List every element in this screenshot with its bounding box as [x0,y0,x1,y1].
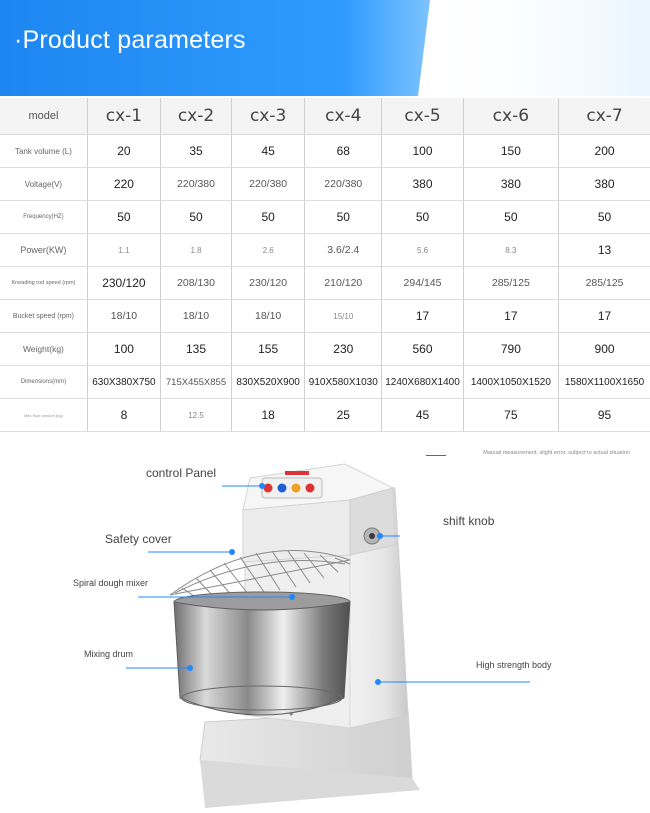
table-cell: 75 [463,399,558,432]
table-cell: 155 [232,333,305,366]
table-cell: 18/10 [160,300,231,333]
table-cell: 50 [305,201,382,234]
table-row [0,399,650,432]
table-cell: 3.6/2.4 [305,234,382,267]
row-label-frequency: Frequency(HZ) [0,201,87,234]
dough-mixer-illustration [0,460,650,813]
table-header-row [0,98,650,135]
table-cell: 50 [559,201,650,234]
table-cell: 830X520X900 [232,366,305,399]
label-shift-knob: shift knob [443,514,495,528]
measurement-note: Manual measurement, slight error, subject to actual situation [483,450,630,456]
table-cell: 8 [87,399,160,432]
table-cell: 8.3 [463,234,558,267]
table-cell: 200 [559,135,650,168]
machine-head [243,464,395,562]
table-cell: 100 [382,135,463,168]
table-row [0,267,650,300]
model-cx-7: cx-7 [559,98,650,135]
table-row [0,135,650,168]
note-divider [426,455,446,456]
model-cx-4: cx-4 [305,98,382,135]
table-cell: 12.5 [160,399,231,432]
table-cell: 285/125 [559,267,650,300]
table-cell: 380 [463,168,558,201]
table-cell: 17 [463,300,558,333]
table-cell: 220/380 [305,168,382,201]
label-spiral-mixer: Spiral dough mixer [73,578,149,588]
table-cell: 50 [160,201,231,234]
row-label-bucket-speed: Bucket speed (rpm) [0,300,87,333]
page-title: ·Product parameters [14,26,246,54]
spec-table [0,98,650,432]
table-row [0,201,650,234]
table-cell: 100 [87,333,160,366]
row-label-tank-volume: Tank volume (L) [0,135,87,168]
table-cell: 294/145 [382,267,463,300]
table-cell: 13 [559,234,650,267]
table-cell: 17 [382,300,463,333]
label-safety-cover: Safety cover [105,532,172,546]
table-cell: 95 [559,399,650,432]
model-cx-5: cx-5 [382,98,463,135]
table-cell: 230/120 [232,267,305,300]
table-cell: 135 [160,333,231,366]
row-label-kneading-speed: Kneading rod speed (rpm) [0,267,87,300]
table-cell: 25 [305,399,382,432]
table-cell: 910X580X1030 [305,366,382,399]
table-cell: 230/120 [87,267,160,300]
table-cell: 50 [232,201,305,234]
table-cell: 900 [559,333,650,366]
label-mixing-drum: Mixing drum [84,649,134,659]
table-cell: 208/130 [160,267,231,300]
table-cell: 715X455X855 [160,366,231,399]
table-cell: 5.6 [382,234,463,267]
table-cell: 380 [382,168,463,201]
model-cx-3: cx-3 [232,98,305,135]
table-cell: 1580X1100X1650 [559,366,650,399]
table-cell: 35 [160,135,231,168]
label-control-panel: control Panel [146,466,217,480]
table-row [0,234,650,267]
row-label-dimensions: Dimensions(mm) [0,366,87,399]
table-cell: 1.1 [87,234,160,267]
table-cell: 17 [559,300,650,333]
model-cx-2: cx-2 [160,98,231,135]
table-cell: 560 [382,333,463,366]
table-cell: 220 [87,168,160,201]
table-cell: 45 [232,135,305,168]
table-cell: 18/10 [87,300,160,333]
table-cell: 50 [382,201,463,234]
mixing-drum [174,592,350,715]
table-cell: 150 [463,135,558,168]
table-cell: 220/380 [232,168,305,201]
table-cell: 50 [87,201,160,234]
model-cx-1: cx-1 [87,98,160,135]
table-cell: 68 [305,135,382,168]
table-cell: 380 [559,168,650,201]
table-row [0,333,650,366]
model-cx-6: cx-6 [463,98,558,135]
table-cell: 50 [463,201,558,234]
table-cell: 285/125 [463,267,558,300]
row-label-weight: Weight(kg) [0,333,87,366]
table-cell: 45 [382,399,463,432]
table-cell: 18/10 [232,300,305,333]
table-cell: 220/380 [160,168,231,201]
machine-base [200,710,420,808]
row-label-flour-amount: Max flour amount (kg) [0,399,87,432]
table-cell: 1400X1050X1520 [463,366,558,399]
header-banner [0,0,650,96]
table-cell: 630X380X750 [87,366,160,399]
table-cell: 230 [305,333,382,366]
table-cell: 20 [87,135,160,168]
table-cell: 790 [463,333,558,366]
table-cell: 18 [232,399,305,432]
table-cell: 1.8 [160,234,231,267]
table-row [0,168,650,201]
row-label-voltage: Voltage(V) [0,168,87,201]
table-row [0,366,650,399]
table-cell: 1240X680X1400 [382,366,463,399]
label-high-strength-body: High strength body [476,660,552,670]
row-label-power: Power(KW) [0,234,87,267]
table-cell: 15/10 [305,300,382,333]
table-row [0,300,650,333]
table-cell: 2.6 [232,234,305,267]
model-header: model [0,98,87,135]
table-cell: 210/120 [305,267,382,300]
